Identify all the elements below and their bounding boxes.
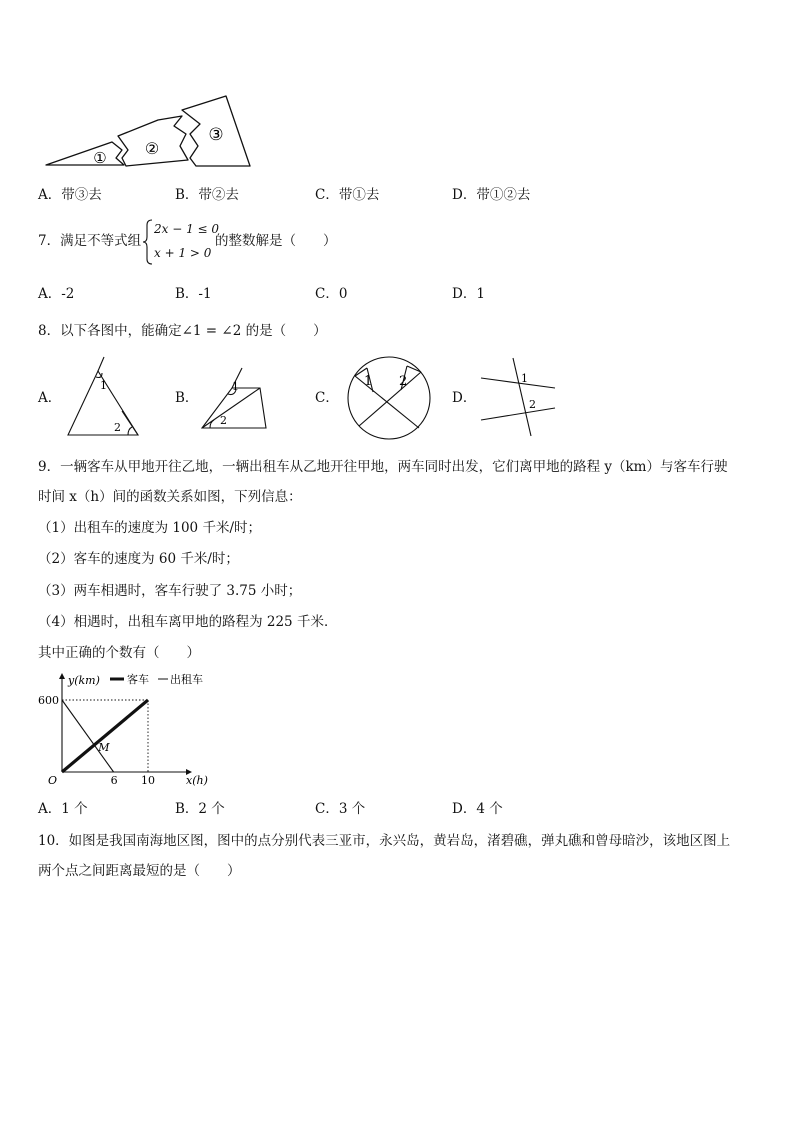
q9-stem-line2: 时间 x（h）间的函数关系如图，下列信息： — [38, 489, 302, 505]
option-text: 1 — [476, 286, 485, 302]
option-letter: A． — [38, 801, 62, 817]
x-axis-label: x(h) — [186, 774, 208, 787]
question-number: 7． — [38, 233, 61, 249]
option-letter: D． — [452, 286, 477, 302]
option-text: 0 — [338, 286, 348, 302]
y-axis-label: y(km) — [68, 674, 100, 687]
q8-a-angle-2: 2 — [114, 421, 121, 434]
q7-option-d — [452, 288, 485, 302]
option-text: 4 个 — [476, 801, 503, 817]
option-letter: C． — [315, 801, 339, 817]
q8-d-angle-2: 2 — [529, 398, 536, 411]
q6-option-c — [315, 189, 379, 203]
q8-c-angle-2: 2 — [399, 374, 408, 389]
option-letter: C． — [315, 286, 339, 302]
series-line-bus — [62, 700, 148, 772]
q9-item-2: （2）客车的速度为 60 千米/时； — [38, 551, 239, 567]
option-letter: D． — [452, 187, 477, 203]
option-letter: A． — [38, 286, 62, 302]
option-text: 2 个 — [198, 801, 225, 817]
q7-stem-start — [38, 235, 141, 249]
q8-stem: 8．以下各图中，能确定∠1 = ∠2 的是（ ） — [38, 323, 327, 339]
option-letter: B． — [175, 801, 199, 817]
option-letter: D． — [452, 801, 477, 817]
option-text: 1 个 — [61, 801, 88, 817]
q7-inequality-2: x + 1 > 0 — [154, 246, 212, 260]
q6-label-3: ③ — [208, 125, 224, 145]
option-text: 带①②去 — [476, 187, 531, 203]
q7-inequality-1: 2x − 1 ≤ 0 — [154, 222, 220, 236]
q7-option-b — [175, 288, 212, 302]
q6-figure — [40, 90, 260, 172]
x-tick-10: 10 — [141, 774, 155, 787]
q6-piece-1 — [46, 142, 124, 165]
option-text: 3 个 — [338, 801, 366, 817]
q9-item-4: （4）相遇时，出租车离甲地的路程为 225 千米． — [38, 614, 338, 630]
q8-figure-b — [198, 358, 270, 432]
q9-option-d — [452, 803, 503, 817]
q9-stem-line1: 9．一辆客车从甲地开往乙地，一辆出租车从乙地开往甲地，两车同时出发，它们离甲地的路程 y（km）与客车行驶 — [38, 459, 728, 475]
option-letter: B． — [175, 286, 199, 302]
q8-option-d-letter: D． — [452, 390, 477, 406]
q7-option-a — [38, 288, 74, 302]
q6-label-2: ② — [144, 139, 160, 158]
q7-brace — [143, 219, 153, 265]
x-tick-6: 6 — [110, 774, 118, 787]
q9-chart — [36, 672, 226, 792]
option-text: 带②去 — [198, 187, 239, 203]
q6-option-b — [175, 189, 239, 203]
q6-label-1: ① — [93, 149, 107, 167]
y-tick-600: 600 — [38, 694, 59, 707]
q9-item-3: （3）两车相遇时，客车行驶了 3.75 小时； — [38, 583, 302, 599]
q9-question: 其中正确的个数有（ ） — [38, 645, 200, 661]
q6-option-d — [452, 189, 530, 203]
q9-option-c — [315, 803, 365, 817]
y-axis-arrow — [59, 673, 65, 679]
legend-bus-label: 客车 — [127, 673, 149, 686]
q7-stem-after: 的整数解是（ ） — [215, 233, 337, 249]
option-text: -1 — [198, 286, 212, 302]
q9-item-1: （1）出租车的速度为 100 千米/时； — [38, 520, 261, 536]
option-letter: B． — [175, 187, 199, 203]
q8-figure-d — [477, 356, 557, 438]
q8-option-b-letter: B． — [175, 390, 199, 406]
q10-stem-line2: 两个点之间距离最短的是（ ） — [38, 863, 241, 879]
option-letter: C． — [315, 187, 339, 203]
q8-option-c-letter: C． — [315, 390, 339, 406]
legend-taxi-label: 出租车 — [170, 673, 203, 686]
q8-b-angle-2: 2 — [220, 414, 227, 427]
option-letter: A． — [38, 187, 62, 203]
q8-d-angle-1: 1 — [521, 372, 528, 385]
option-text: 带①去 — [338, 187, 380, 203]
point-m-label: M — [98, 741, 110, 754]
option-text: 带③去 — [61, 187, 102, 203]
q7-stem-before: 满足不等式组 — [60, 233, 142, 249]
q6-option-a — [38, 189, 102, 203]
q7-option-c — [315, 288, 347, 302]
q9-option-a — [38, 803, 88, 817]
q8-figure-c — [343, 354, 435, 444]
origin-label: O — [48, 774, 58, 787]
q8-c-angle-1: 1 — [364, 374, 373, 389]
q10-stem-line1: 10．如图是我国南海地区图，图中的点分别代表三亚市，永兴岛，黄岩岛，渚碧礁，弹丸礁和曾母暗沙，该地区图上 — [38, 833, 731, 849]
option-text: -2 — [61, 286, 75, 302]
q8-a-angle-1: 1 — [100, 379, 107, 392]
q9-option-b — [175, 803, 225, 817]
q8-b-angle-1: 1 — [232, 380, 239, 393]
q8-figure-a — [62, 355, 142, 437]
q8-option-a-letter: A． — [38, 390, 62, 406]
